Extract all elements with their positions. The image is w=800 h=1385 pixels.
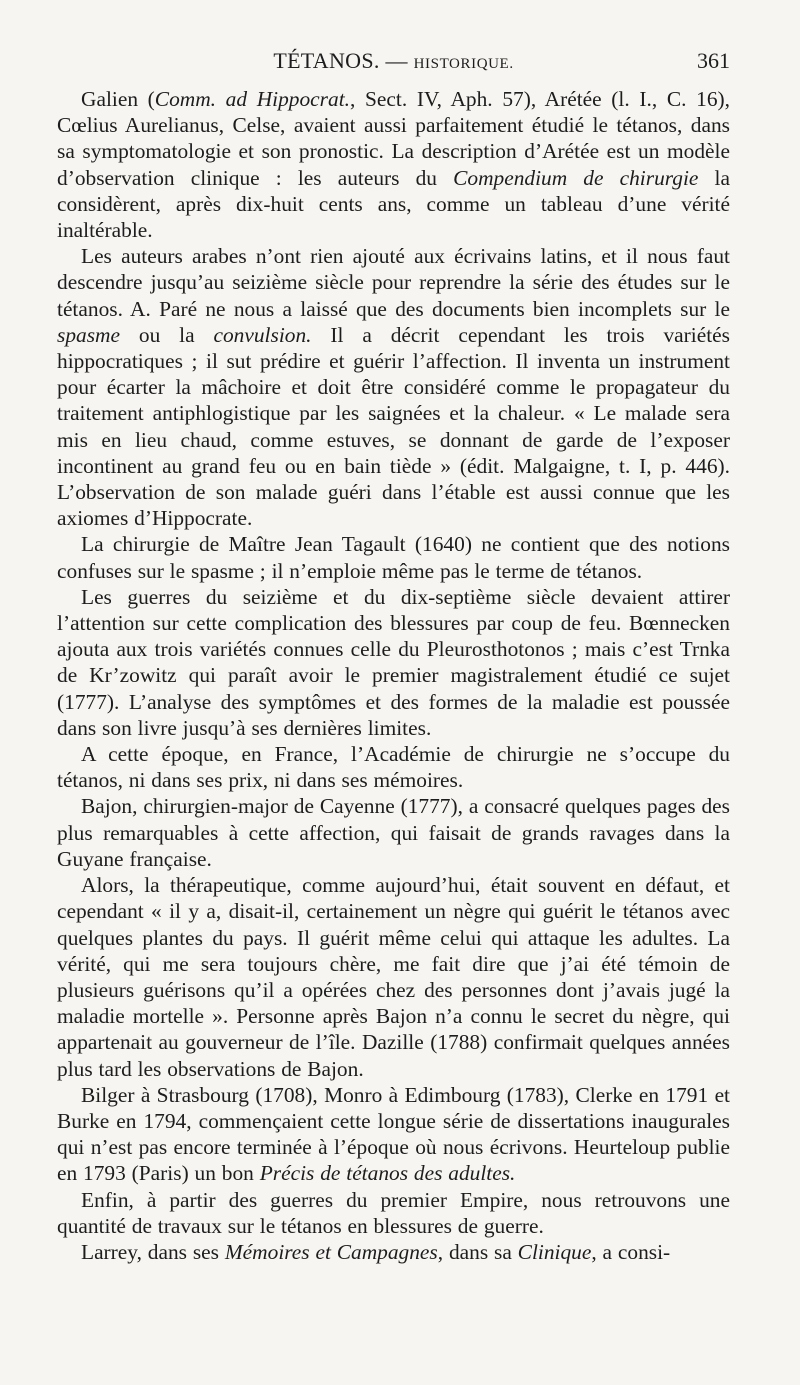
italic-text: Précis de tétanos des adultes. — [259, 1161, 516, 1186]
italic-text: Clinique — [517, 1239, 592, 1264]
text-run: A cette époque, en France, l’Académie de chirurgie ne s’occupe du tétanos, ni dans ses prix, ni dans ses mémoires. — [57, 742, 730, 793]
paragraph — [57, 531, 730, 583]
text-run: la considèrent, après dix-huit cents ans, comme un tableau d’une vérité inaltérable. — [57, 165, 730, 243]
page-number: 361 — [697, 48, 730, 73]
paragraph — [57, 1239, 730, 1265]
text-run: , a consi- — [591, 1239, 671, 1264]
text-run: Larrey, dans ses — [81, 1239, 225, 1264]
text-run: Bajon, chirurgien-major de Cayenne (1777), a consacré quelques pages des plus remarquables à cette affection, qui faisait de grands ravages dans la Guyane française. — [57, 794, 730, 871]
text-run: Il a décrit cependant les trois variétés hippocratiques ; il sut prédire et guérir l’affection. Il inventa un instrument pour écarter la mâchoire et doit être considéré comme le propagateur du traitement antiphlogistique par les saignées et la chaleur. « Le malade sera mis en lieu chaud, comme estuves, se donnant de garde de l’exposer incontinent au grand feu ou en bain tiède » (édit. Malgaigne, t. I, p. 446). L’observation de son malade guéri dans l’étable est aussi connue que les axiomes d’Hippocrate. — [57, 322, 730, 531]
header-title-main: TÉTANOS. — [273, 48, 380, 73]
text-run: Alors, la thérapeutique, comme aujourd’hui, était souvent en défaut, et cependant « il y a, disait-il, certainement un nègre qui guérit le tétanos avec quelques plantes du pays. Il guérit même celui qui attaque les adultes. La vérité, qui me sera toujours chère, me fait dire que j’ai été témoin de plusieurs guérisons qu’il a opérées chez des personnes dont j’avais jugé la maladie mortelle ». Personne après Bajon n’a connu le secret du nègre, qui appartenait au gouverneur de l’île. Dazille (1788) confirmait quelques années plus tard les observations de Bajon. — [57, 873, 730, 1081]
text-run: , Sect. IV, Aph. 57), Arétée (l. I., C. 16), Cœlius Aurelianus, Celse, avaient aussi parfaitement étudié le tétanos, dans sa symptomatologie et son pronostic. La description d’Arétée est un modèle d’observation clinique : les auteurs du — [57, 87, 730, 190]
paragraph — [57, 741, 730, 793]
paragraph — [57, 86, 730, 243]
running-header — [57, 48, 730, 78]
paragraph — [57, 1082, 730, 1187]
body-text — [57, 86, 730, 1265]
text-run: Enfin, à partir des guerres du premier Empire, nous retrouvons une quantité de travaux sur le tétanos en blessures de guerre. — [57, 1187, 730, 1238]
italic-text: spasme — [57, 322, 120, 347]
text-run: Galien ( — [81, 87, 155, 111]
text-run: Les guerres du seizième et du dix-septième siècle devaient attirer l’attention sur cette complication des blessures par coup de feu. Bœnnecken ajouta aux trois variétés connues celle du Pleurosthotonos ; mais c’est Trnka de Kr’zowitz qui paraît avoir le premier magistralement étudié ce sujet (1777). L’analyse des symptômes et des formes de la maladie est poussée dans son livre jusqu’à ses dernières limites. — [57, 584, 730, 740]
header-title-section: HISTORIQUE. — [413, 56, 514, 72]
paragraph — [57, 1187, 730, 1239]
italic-text: Compendium de chirurgie — [453, 165, 699, 190]
paragraph — [57, 793, 730, 872]
italic-text: convulsion. — [213, 322, 312, 347]
text-run: , dans sa — [437, 1239, 518, 1264]
italic-text: Comm. ad Hippocrat. — [154, 87, 350, 111]
text-run: La chirurgie de Maître Jean Tagault (1640) ne contient que des notions confuses sur le spasme ; il n’emploie même pas le terme de tétanos. — [57, 532, 730, 583]
paragraph — [57, 584, 730, 741]
header-title-dash: — — [379, 48, 414, 73]
text-run: Bilger à Strasbourg (1708), Monro à Edimbourg (1783), Clerke en 1791 et Burke en 1794, commençaient cette longue série de dissertations inaugurales qui n’est pas encore terminée à l’époque où nous écrivons. Heurteloup publie en 1793 (Paris) un bon — [57, 1082, 730, 1186]
text-run: Les auteurs arabes n’ont rien ajouté aux écrivains latins, et il nous faut descendre jusqu’au seizième siècle pour reprendre la série des études sur le tétanos. A. Paré ne nous a laissé que des documents bien incomplets sur le — [57, 244, 730, 321]
paragraph — [57, 243, 730, 531]
running-title — [57, 48, 730, 74]
italic-text: Mémoires et Campagnes — [224, 1239, 438, 1264]
paragraph — [57, 872, 730, 1082]
text-run: ou la — [119, 322, 214, 347]
